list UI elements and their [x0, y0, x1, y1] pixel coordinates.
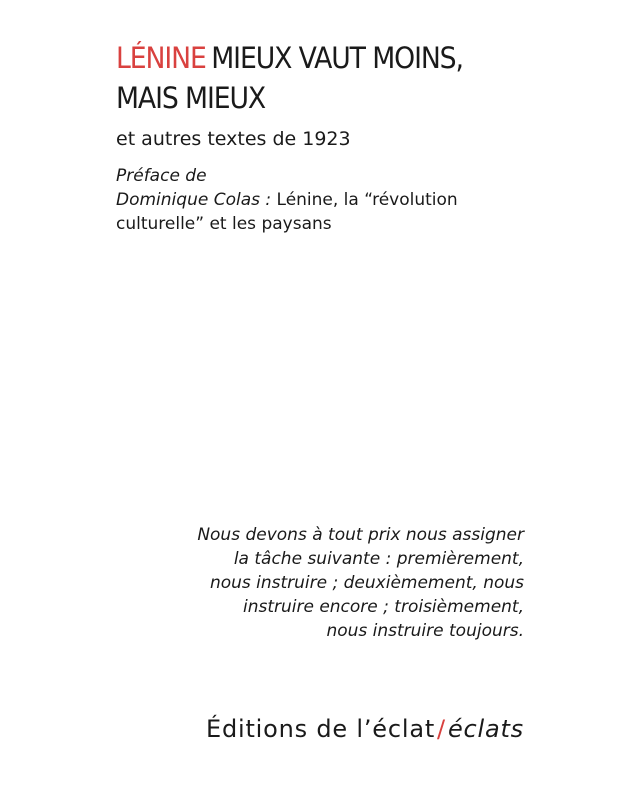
preface-title-part1: Lénine, la “révolution — [276, 190, 458, 210]
publisher-slash: / — [437, 715, 446, 743]
subtitle: et autres textes de 1923 — [116, 128, 351, 150]
epigraph-quote — [144, 523, 524, 643]
quote-line: instruire encore ; troisièmement, — [242, 597, 524, 617]
book-title — [116, 38, 521, 118]
preface-line — [116, 188, 556, 212]
preface-block — [116, 164, 556, 236]
title-line-2: MAIS MIEUX — [116, 81, 266, 115]
quote-line: la tâche suivante : premièrement, — [233, 549, 524, 569]
author-name: LÉNINE — [116, 41, 206, 75]
title-line-1: MIEUX VAUT MOINS, — [211, 41, 463, 75]
quote-line: Nous devons à tout prix nous assigner — [197, 525, 524, 545]
quote-line: nous instruire ; deuxièmement, nous — [209, 573, 524, 593]
title-block — [116, 38, 556, 236]
series-name: éclats — [447, 715, 524, 743]
preface-title-part2: culturelle” et les paysans — [116, 214, 332, 234]
preface-label: Préface de — [116, 166, 207, 186]
preface-author: Dominique Colas : — [116, 190, 272, 210]
quote-line: nous instruire toujours. — [326, 621, 524, 641]
publisher-name: Éditions de l’éclat — [206, 715, 436, 743]
publisher-imprint — [206, 713, 524, 745]
